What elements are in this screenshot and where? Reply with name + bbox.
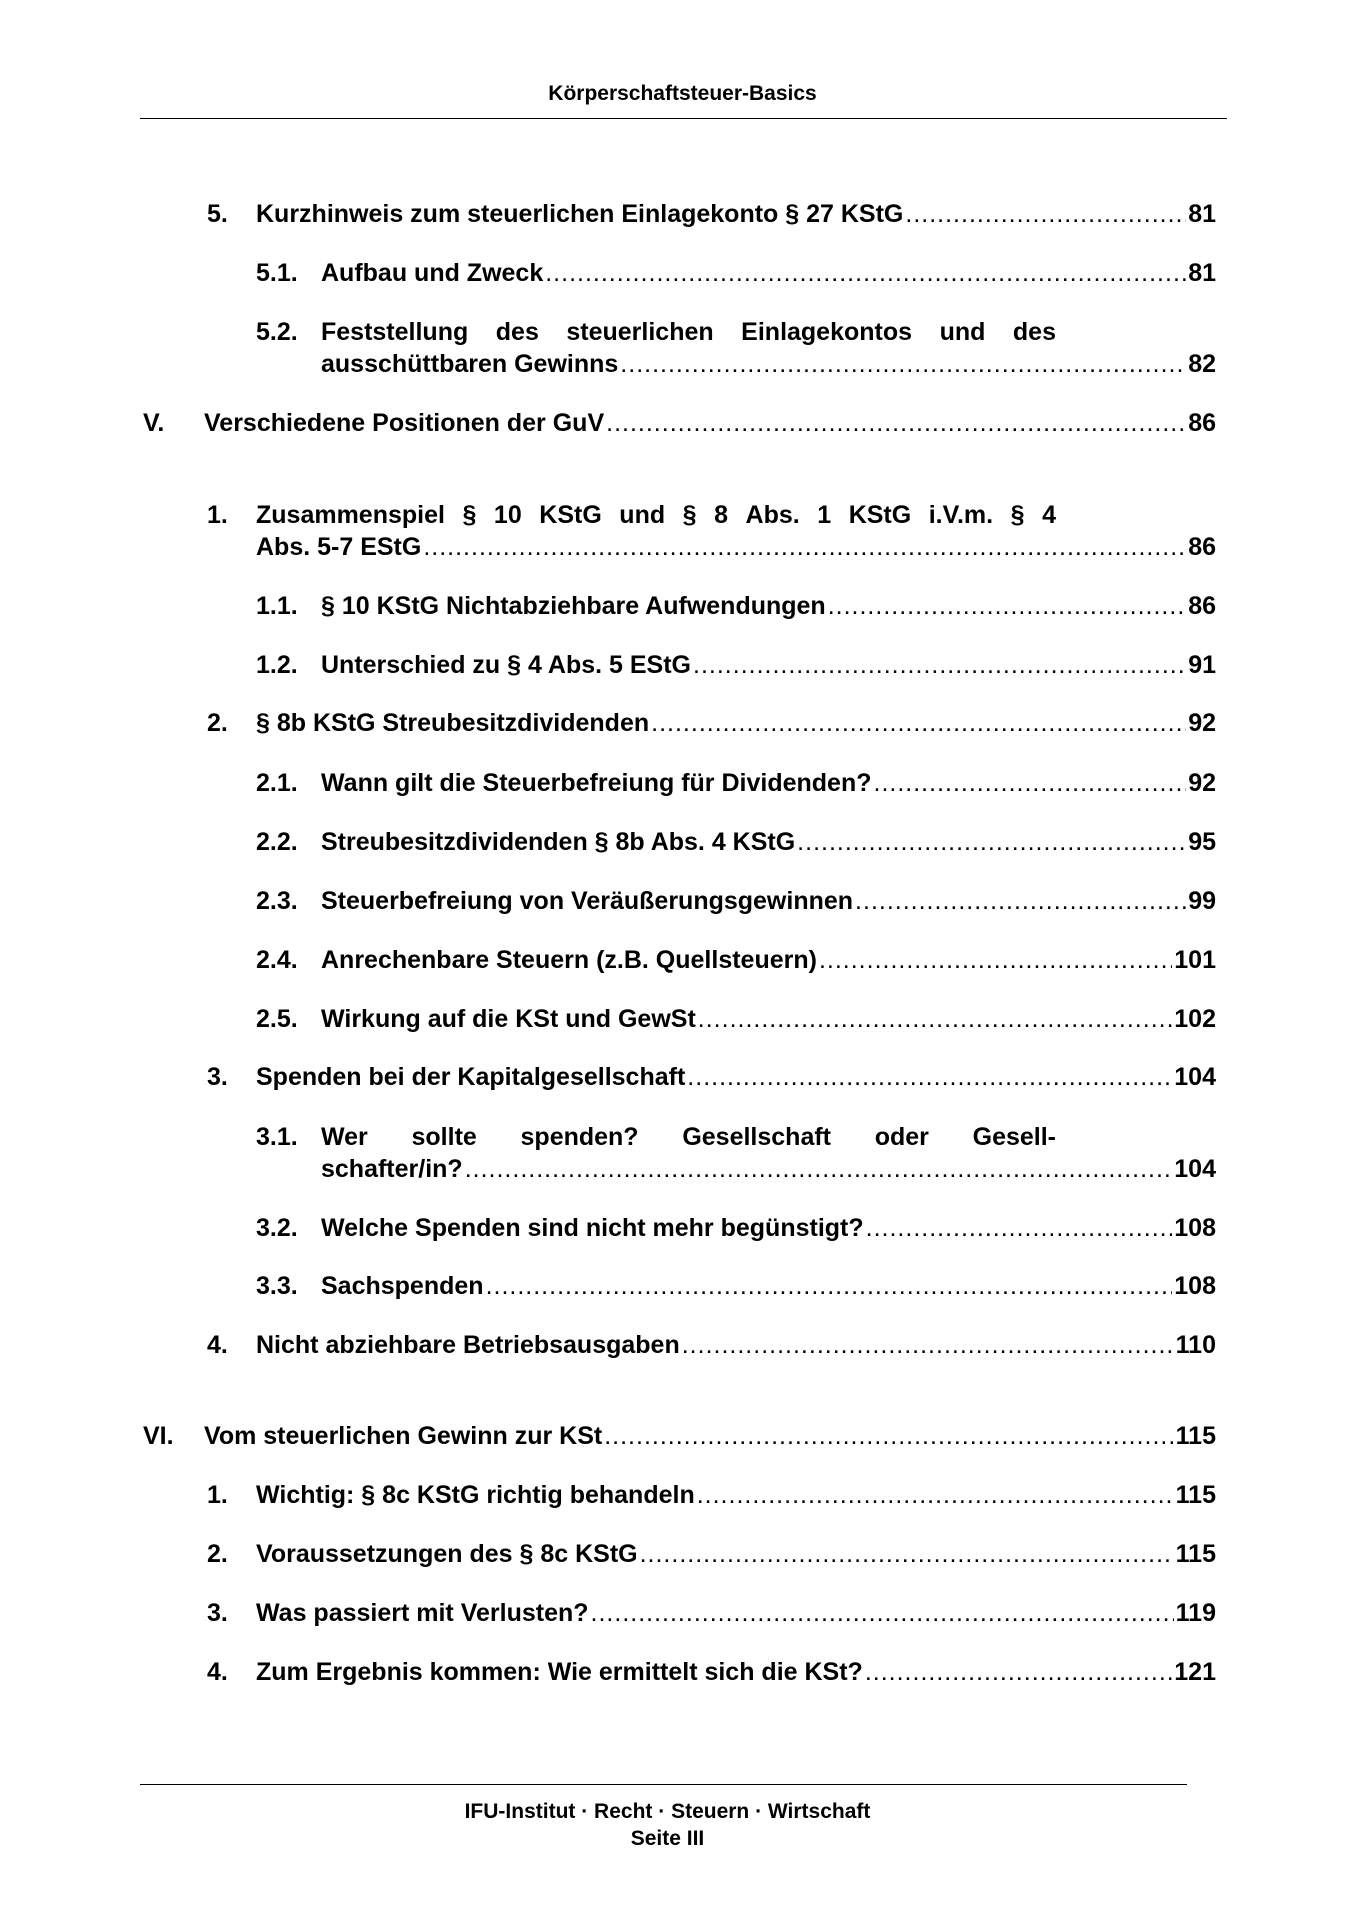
toc-leader-dots: [606, 407, 1186, 439]
toc-leader-dots: [604, 1420, 1173, 1452]
footer-publisher: IFU-Institut · Recht · Steuern · Wirtschaft: [464, 1800, 871, 1823]
toc-entry-title: Voraussetzungen des § 8c KStG: [256, 1540, 638, 1568]
toc-entry-body: [321, 944, 1216, 976]
toc-entry-title: § 10 KStG Nichtabziehbare Aufwendungen: [321, 592, 826, 620]
toc-entry-page: 110: [1175, 1331, 1216, 1359]
toc-leader-dots: [687, 1061, 1172, 1093]
toc-entry-body: [321, 257, 1216, 289]
toc-entry-title: § 8b KStG Streubesitzdividenden: [256, 709, 650, 737]
toc-entry-body: [321, 316, 1216, 380]
toc-entry-title: Streubesitzdividenden § 8b Abs. 4 KStG: [321, 828, 796, 856]
toc-entry-body: [321, 767, 1216, 799]
toc-entry-page: 81: [1188, 200, 1216, 228]
toc-entry-title: Unterschied zu § 4 Abs. 5 EStG: [321, 651, 692, 679]
toc-entry-title: Vom steuerlichen Gewinn zur KSt: [204, 1422, 603, 1450]
footer-rule: [140, 1784, 1187, 1785]
toc-leader-dots: [828, 590, 1186, 622]
toc-entry-number: 5.2.: [256, 318, 298, 346]
toc-entry-page: 104: [1174, 1155, 1216, 1183]
toc-entry-page: 102: [1174, 1005, 1216, 1033]
page-footer: [140, 1798, 1358, 1852]
toc-leader-dots: [797, 826, 1186, 858]
toc-entry-number: 2.: [207, 709, 228, 737]
toc-entry-page: 92: [1188, 769, 1216, 797]
toc-entry-body: [204, 407, 1216, 439]
toc-entry-number: 4.: [207, 1331, 228, 1359]
toc-entry-title-word: Einlagekontos: [741, 318, 913, 346]
toc-entry-title: schafter/in?: [321, 1155, 463, 1183]
toc-leader-dots: [697, 1479, 1174, 1511]
toc-leader-dots: [855, 885, 1186, 917]
toc-entry-title-word: §: [1010, 501, 1025, 529]
toc-entry-title: Welche Spenden sind nicht mehr begünstigt?: [321, 1214, 864, 1242]
toc-entry-page: 99: [1188, 887, 1216, 915]
toc-entry-title-word: KStG: [539, 501, 602, 529]
toc-entry-title-line1: [321, 1121, 1056, 1153]
toc-entry-body: [321, 1121, 1216, 1185]
toc-leader-dots: [620, 348, 1186, 380]
toc-entry-number: 4.: [207, 1658, 228, 1686]
toc-entry-number: VI.: [143, 1422, 174, 1450]
toc-entry-title: Wirkung auf die KSt und GewSt: [321, 1005, 696, 1033]
toc-entry-page: 108: [1174, 1214, 1216, 1242]
toc-leader-dots: [693, 649, 1186, 681]
toc-entry-number: 2.3.: [256, 887, 298, 915]
toc-entry-title-line1: [256, 499, 1056, 531]
toc-entry-title-word: §: [462, 501, 477, 529]
toc-entry-body: [256, 1538, 1216, 1570]
toc-entry-page: 86: [1188, 533, 1216, 561]
toc-entry-title-word: sollte: [411, 1123, 477, 1151]
toc-entry-number: 2.1.: [256, 769, 298, 797]
toc-entry-number: 2.: [207, 1540, 228, 1568]
toc-entry-number: 3.2.: [256, 1214, 298, 1242]
toc-entry-page: 86: [1188, 592, 1216, 620]
toc-entry-title: Aufbau und Zweck: [321, 259, 544, 287]
toc-entry-page: 115: [1175, 1540, 1216, 1568]
toc-entry-title: Wichtig: § 8c KStG richtig behandeln: [256, 1481, 695, 1509]
toc-leader-dots: [591, 1597, 1174, 1629]
toc-entry-page: 95: [1188, 828, 1216, 856]
toc-entry-page: 121: [1174, 1658, 1216, 1686]
toc-entry-page: 108: [1174, 1272, 1216, 1300]
toc-entry-number: 3.1.: [256, 1123, 298, 1151]
toc-entry-page: 91: [1188, 651, 1216, 679]
toc-entry-title-word: KStG: [848, 501, 912, 529]
toc-entry-body: [256, 198, 1216, 230]
toc-entry-page: 115: [1175, 1422, 1216, 1450]
running-header: Körperschaftsteuer-Basics: [548, 82, 817, 105]
toc-entry-page: 82: [1188, 350, 1216, 378]
toc-entry-title: ausschüttbaren Gewinns: [321, 350, 619, 378]
toc-entry-number: 5.1.: [256, 259, 298, 287]
toc-leader-dots: [465, 1153, 1173, 1185]
toc-entry-body: [256, 1329, 1216, 1361]
toc-entry-title-word: oder: [874, 1123, 929, 1151]
toc-entry-title: Verschiedene Positionen der GuV: [204, 409, 605, 437]
toc-entry-number: 3.: [207, 1599, 228, 1627]
toc-leader-dots: [866, 1212, 1173, 1244]
toc-entry-body: [256, 499, 1216, 563]
toc-entry-body: [204, 1420, 1216, 1452]
toc-entry-title-word: Feststellung: [321, 318, 469, 346]
toc-entry-title-word: i.V.m.: [928, 501, 994, 529]
toc-entry-title-word: spenden?: [520, 1123, 639, 1151]
toc-entry-body: [321, 826, 1216, 858]
toc-entry-body: [321, 1270, 1216, 1302]
toc-entry-title: Zum Ergebnis kommen: Wie ermittelt sich die KSt?: [256, 1658, 863, 1686]
toc-entry-body: [256, 707, 1216, 739]
toc-entry-number: 2.4.: [256, 946, 298, 974]
toc-entry-body: [321, 649, 1216, 681]
toc-entry-title-word: Gesellschaft: [682, 1123, 831, 1151]
toc-entry-title: Nicht abziehbare Betriebsausgaben: [256, 1331, 680, 1359]
toc-entry-title-word: 4: [1042, 501, 1056, 529]
toc-leader-dots: [545, 257, 1186, 289]
toc-entry-number: 3.: [207, 1063, 228, 1091]
toc-leader-dots: [874, 767, 1187, 799]
toc-entry-body: [256, 1656, 1216, 1688]
toc-entry-title-word: des: [1012, 318, 1056, 346]
toc-entry-title: Spenden bei der Kapitalgesellschaft: [256, 1063, 686, 1091]
toc-entry-title: Was passiert mit Verlusten?: [256, 1599, 589, 1627]
toc-entry-page: 104: [1174, 1063, 1216, 1091]
toc-entry-number: 3.3.: [256, 1272, 298, 1300]
toc-entry-title-line1: [321, 316, 1056, 348]
toc-entry-page: 92: [1188, 709, 1216, 737]
toc-entry-title-word: Zusammenspiel: [256, 501, 445, 529]
toc-entry-body: [321, 590, 1216, 622]
toc-entry-number: 1.2.: [256, 651, 298, 679]
toc-entry-body: [256, 1597, 1216, 1629]
toc-entry-number: 1.: [207, 501, 228, 529]
toc-leader-dots: [423, 531, 1186, 563]
toc-entry-page: 81: [1188, 259, 1216, 287]
toc-leader-dots: [698, 1003, 1173, 1035]
toc-entry-title: Anrechenbare Steuern (z.B. Quellsteuern): [321, 946, 817, 974]
toc-entry-title: Sachspenden: [321, 1272, 484, 1300]
toc-entry-title: Steuerbefreiung von Veräußerungsgewinnen: [321, 887, 854, 915]
toc-entry-title-word: Wer: [321, 1123, 368, 1151]
toc-entry-title-word: Abs.: [745, 501, 800, 529]
toc-leader-dots: [682, 1329, 1174, 1361]
toc-leader-dots: [486, 1270, 1173, 1302]
toc-entry-page: 101: [1174, 946, 1216, 974]
toc-entry-body: [321, 1003, 1216, 1035]
toc-entry-body: [256, 1061, 1216, 1093]
toc-entry-number: 1.: [207, 1481, 228, 1509]
toc-entry-number: 1.1.: [256, 592, 298, 620]
toc-entry-title-word: und: [619, 501, 666, 529]
toc-entry-title-word: und: [939, 318, 986, 346]
toc-entry-page: 86: [1188, 409, 1216, 437]
toc-leader-dots: [819, 944, 1172, 976]
toc-entry-title-word: 10: [493, 501, 522, 529]
toc-entry-title-word: §: [682, 501, 697, 529]
toc-entry-number: V.: [143, 409, 165, 437]
toc-entry-body: [256, 1479, 1216, 1511]
toc-entry-title-word: des: [495, 318, 539, 346]
toc-entry-title: Wann gilt die Steuerbefreiung für Dividenden?: [321, 769, 872, 797]
toc-entry-title-word: 1: [817, 501, 832, 529]
toc-entry-title-word: steuerlichen: [566, 318, 714, 346]
toc-entry-number: 2.5.: [256, 1005, 298, 1033]
toc-leader-dots: [865, 1656, 1172, 1688]
toc-entry-title: Abs. 5-7 EStG: [256, 533, 422, 561]
toc-leader-dots: [651, 707, 1186, 739]
toc-entry-number: 5.: [207, 200, 228, 228]
footer-page-number: Seite III: [630, 1827, 705, 1850]
toc-entry-title-word: 8: [714, 501, 728, 529]
toc-entry-page: 119: [1175, 1599, 1216, 1627]
toc-entry-number: 2.2.: [256, 828, 298, 856]
toc-entry-title-word: Gesell-: [972, 1123, 1056, 1151]
toc-entry-title: Kurzhinweis zum steuerlichen Einlagekonto § 27 KStG: [256, 200, 904, 228]
toc-entry-page: 115: [1175, 1481, 1216, 1509]
toc-entry-body: [321, 1212, 1216, 1244]
toc-entry-body: [321, 885, 1216, 917]
toc-leader-dots: [640, 1538, 1174, 1570]
toc-leader-dots: [905, 198, 1186, 230]
